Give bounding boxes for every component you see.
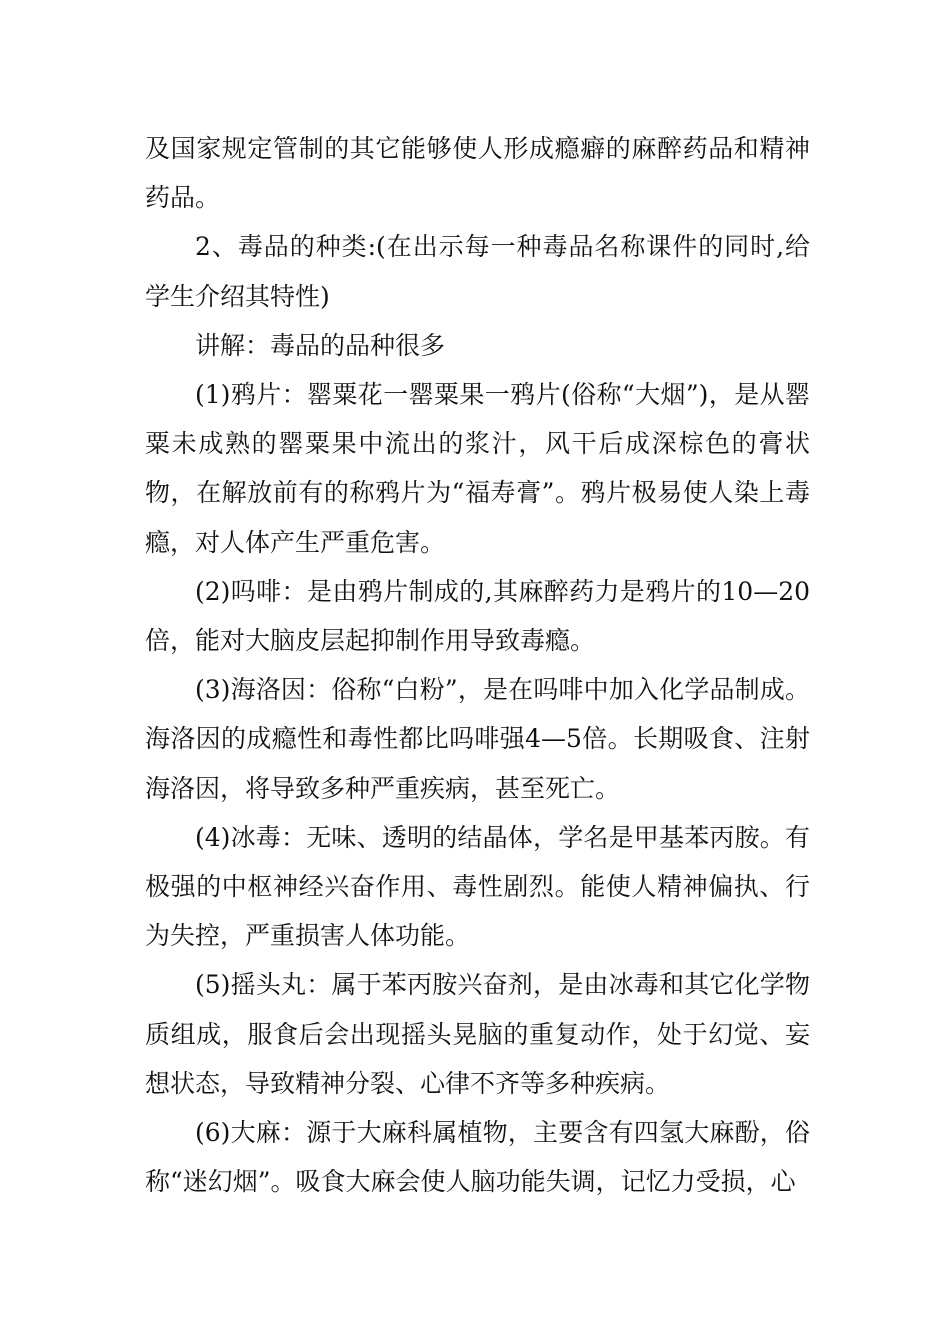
paragraph-meth: (4)冰毒：无味、透明的结晶体，学名是甲基苯丙胺。有极强的中枢神经兴奋作用、毒性剧烈。能使人精神偏执、行为失控，严重损害人体功能。 (145, 822, 810, 951)
paragraph-ecstasy: (5)摇头丸：属于苯丙胺兴奋剂，是由冰毒和其它化学物质组成，服食后会出现摇头晃脑的重复动作，处于幻觉、妄想状态，导致精神分裂、心律不齐等多种疾病。 (145, 970, 810, 1098)
paragraph-opium: (1)鸦片：罂粟花一罂粟果一鸦片(俗称“大烟”)，是从罂粟未成熟的罂粟果中流出的浆汁，风干后成深棕色的膏状物，在解放前有的称鸦片为“福寿膏”。鸦片极易使人染上毒瘾，对人体产生严重危害。 (145, 380, 810, 557)
paragraph-continuation: 及国家规定管制的其它能够使人形成瘾癖的麻醉药品和精神药品。 (145, 134, 810, 213)
document-page (145, 124, 810, 1206)
paragraph-heroin: (3)海洛因：俗称“白粉”，是在吗啡中加入化学品制成。海洛因的成瘾性和毒性都比吗啡强4—5倍。长期吸食、注射海洛因，将导致多种严重疾病，甚至死亡。 (145, 675, 810, 803)
paragraph-drug-types-heading: 2、毒品的种类:(在出示每一种毒品名称课件的同时,给学生介绍其特性) (145, 232, 810, 311)
paragraph-cannabis: (6)大麻：源于大麻科属植物，主要含有四氢大麻酚，俗称“迷幻烟”。吸食大麻会使人脑功能失调，记忆力受损，心 (145, 1118, 810, 1197)
paragraph-morphine: (2)吗啡：是由鸦片制成的,其麻醉药力是鸦片的10—20倍，能对大脑皮层起抑制作用导致毒瘾。 (145, 576, 810, 656)
paragraph-explanation: 讲解：毒品的品种很多 (195, 330, 446, 360)
